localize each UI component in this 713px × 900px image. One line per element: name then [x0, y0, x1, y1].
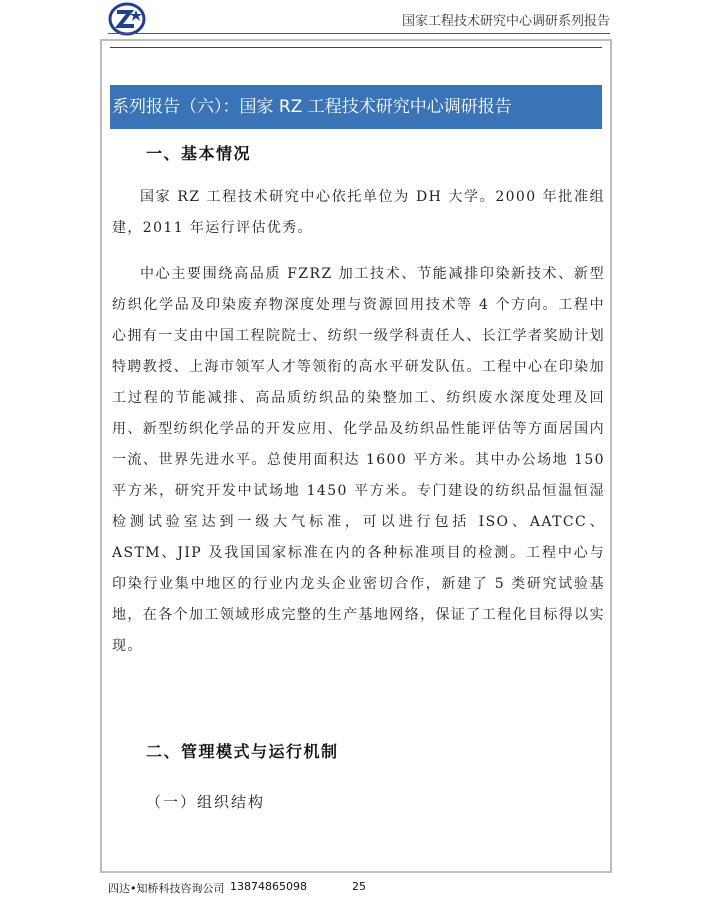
report-title-banner: 系列报告（六）：国家 RZ 工程技术研究中心调研报告: [110, 85, 602, 129]
header-divider: [108, 33, 610, 34]
paragraph-intro: 国家 RZ 工程技术研究中心依托单位为 DH 大学。2000 年批准组建，2011 年运行评估优秀。: [112, 189, 605, 236]
section-heading-basic: 一、基本情况: [146, 144, 252, 163]
page-frame: [100, 39, 612, 873]
paragraph-details: 中心主要围绕高品质 FZRZ 加工技术、节能减排印染新技术、新型纺织化学品及印染废弃物深度处理与资源回用技术等 4 个方向。工程中心拥有一支由中国工程院院士、纺织一级学科责任人、长江学者奖励计划特聘教授、上海市领军人才等领衔的高水平研发队伍。工程中心在印染加工过程的节能减排、高品质纺织品的染整加工、纺织废水深度处理及回用、新型纺织化学品的开发应用、化学品及纺织品性能评估等方面居国内一流、世界先进水平。总使用面积达 1600 平方米。其中办公场地 150 平方米，研究开发中试场地 1450 平方米。专门建设的纺织品恒温恒湿检测试验室达到一级大气标准，可以进行包括 ISO、AATCC、ASTM、JIP 及我国国家标准在内的各种标准项目的检测。工程中心与印染行业集中地区的行业内龙头企业密切合作，新建了 5 类研究试验基地，在各个加工领域形成完整的生产基地网络，保证了工程化目标得以实现。: [112, 266, 605, 654]
footer-phone: 13874865098: [230, 880, 307, 893]
header-title: 国家工程技术研究中心调研系列报告: [401, 14, 610, 29]
subsection-heading-organization: （一）组织结构: [146, 793, 266, 811]
section-heading-management: 二、管理模式与运行机制: [146, 742, 339, 761]
star-logo-icon: [108, 2, 146, 36]
frame-top-rule: [110, 47, 602, 48]
footer-company: 四达•知桥科技咨询公司: [108, 882, 225, 895]
page-number: 25: [352, 880, 366, 893]
